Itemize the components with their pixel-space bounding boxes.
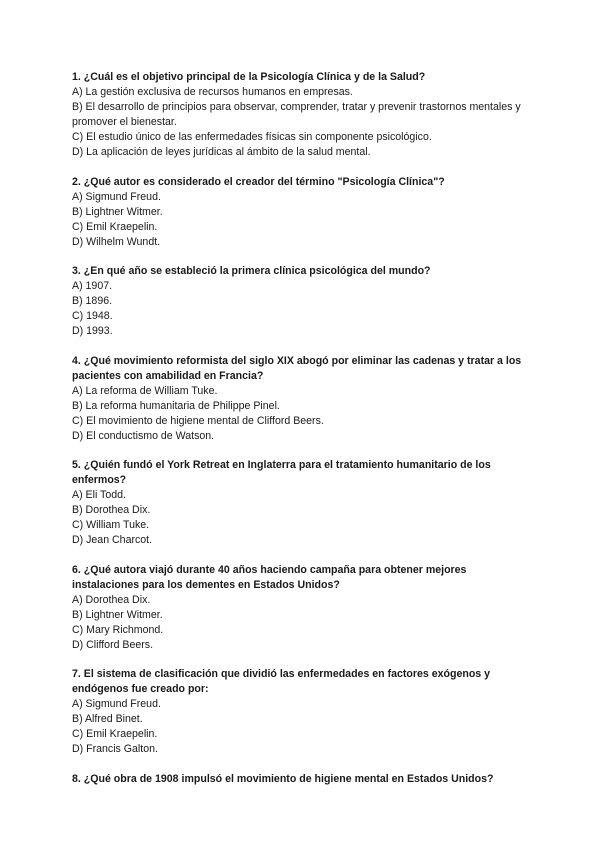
answer-option-b: B) Dorothea Dix. — [72, 504, 151, 516]
question-title: 5. ¿Quién fundó el York Retreat en Inglaterra para el tratamiento humanitario de los enfermos? — [72, 459, 491, 486]
question-2 — [72, 175, 532, 250]
question-5 — [72, 458, 532, 548]
question-title: 1. ¿Cuál es el objetivo principal de la Psicología Clínica y de la Salud? — [72, 71, 426, 83]
answer-option-d: D) Francis Galton. — [72, 743, 158, 755]
question-4 — [72, 354, 532, 444]
answer-option-c: C) Mary Richmond. — [72, 623, 164, 636]
question-1 — [72, 70, 532, 160]
question-7 — [72, 667, 532, 757]
question-3 — [72, 264, 532, 339]
question-title: 8. ¿Qué obra de 1908 impulsó el movimiento de higiene mental en Estados Unidos? — [72, 772, 494, 785]
answer-option-c: C) El movimiento de higiene mental de Clifford Beers. — [72, 414, 324, 427]
question-title: 2. ¿Qué autor es considerado el creador del término "Psicología Clínica"? — [72, 175, 445, 188]
answer-option-a: A) 1907. — [72, 280, 113, 292]
question-title: 4. ¿Qué movimiento reformista del siglo XIX abogó por eliminar las cadenas y tratar a los pacientes con amabilidad en Francia? — [72, 354, 522, 382]
answer-option-a: A) La reforma de William Tuke. — [72, 384, 218, 397]
answer-option-a: A) La gestión exclusiva de recursos humanos en empresas. — [72, 86, 353, 98]
question-8 — [72, 772, 532, 787]
answer-option-d: D) Wilhelm Wundt. — [72, 235, 161, 248]
answer-option-b: B) 1896. — [72, 295, 113, 307]
answer-option-d: D) 1993. — [72, 325, 113, 337]
answer-option-b: B) Lightner Witmer. — [72, 205, 163, 218]
answer-option-c: C) 1948. — [72, 310, 113, 322]
question-title: 3. ¿En qué año se estableció la primera clínica psicológica del mundo? — [72, 265, 431, 277]
answer-option-b: B) Lightner Witmer. — [72, 608, 163, 621]
answer-option-a: A) Sigmund Freud. — [72, 698, 161, 710]
answer-option-c: C) William Tuke. — [72, 519, 150, 531]
answer-option-d: D) Jean Charcot. — [72, 534, 153, 546]
answer-option-d: D) El conductismo de Watson. — [72, 429, 215, 442]
answer-option-b: B) El desarrollo de principios para observar, comprender, tratar y prevenir trastornos mentales y promover el bienestar. — [72, 101, 521, 128]
answer-option-c: C) Emil Kraepelin. — [72, 220, 158, 233]
answer-option-a: A) Eli Todd. — [72, 489, 126, 501]
question-title: 6. ¿Qué autora viajó durante 40 años haciendo campaña para obtener mejores instalaciones para los dementes en Estados Unidos? — [72, 563, 467, 591]
answer-option-b: B) La reforma humanitaria de Philippe Pinel. — [72, 399, 280, 412]
answer-option-d: D) La aplicación de leyes jurídicas al ámbito de la salud mental. — [72, 146, 371, 158]
question-title: 7. El sistema de clasificación que dividió las enfermedades en factores exógenos y endógenos fue creado por: — [72, 668, 491, 695]
question-6 — [72, 563, 532, 653]
answer-option-c: C) El estudio único de las enfermedades físicas sin componente psicológico. — [72, 131, 432, 143]
answer-option-a: A) Sigmund Freud. — [72, 190, 161, 203]
answer-option-a: A) Dorothea Dix. — [72, 593, 151, 606]
question-sheet — [72, 70, 532, 801]
answer-option-d: D) Clifford Beers. — [72, 638, 154, 651]
answer-option-b: B) Alfred Binet. — [72, 713, 143, 725]
answer-option-c: C) Emil Kraepelin. — [72, 728, 158, 740]
